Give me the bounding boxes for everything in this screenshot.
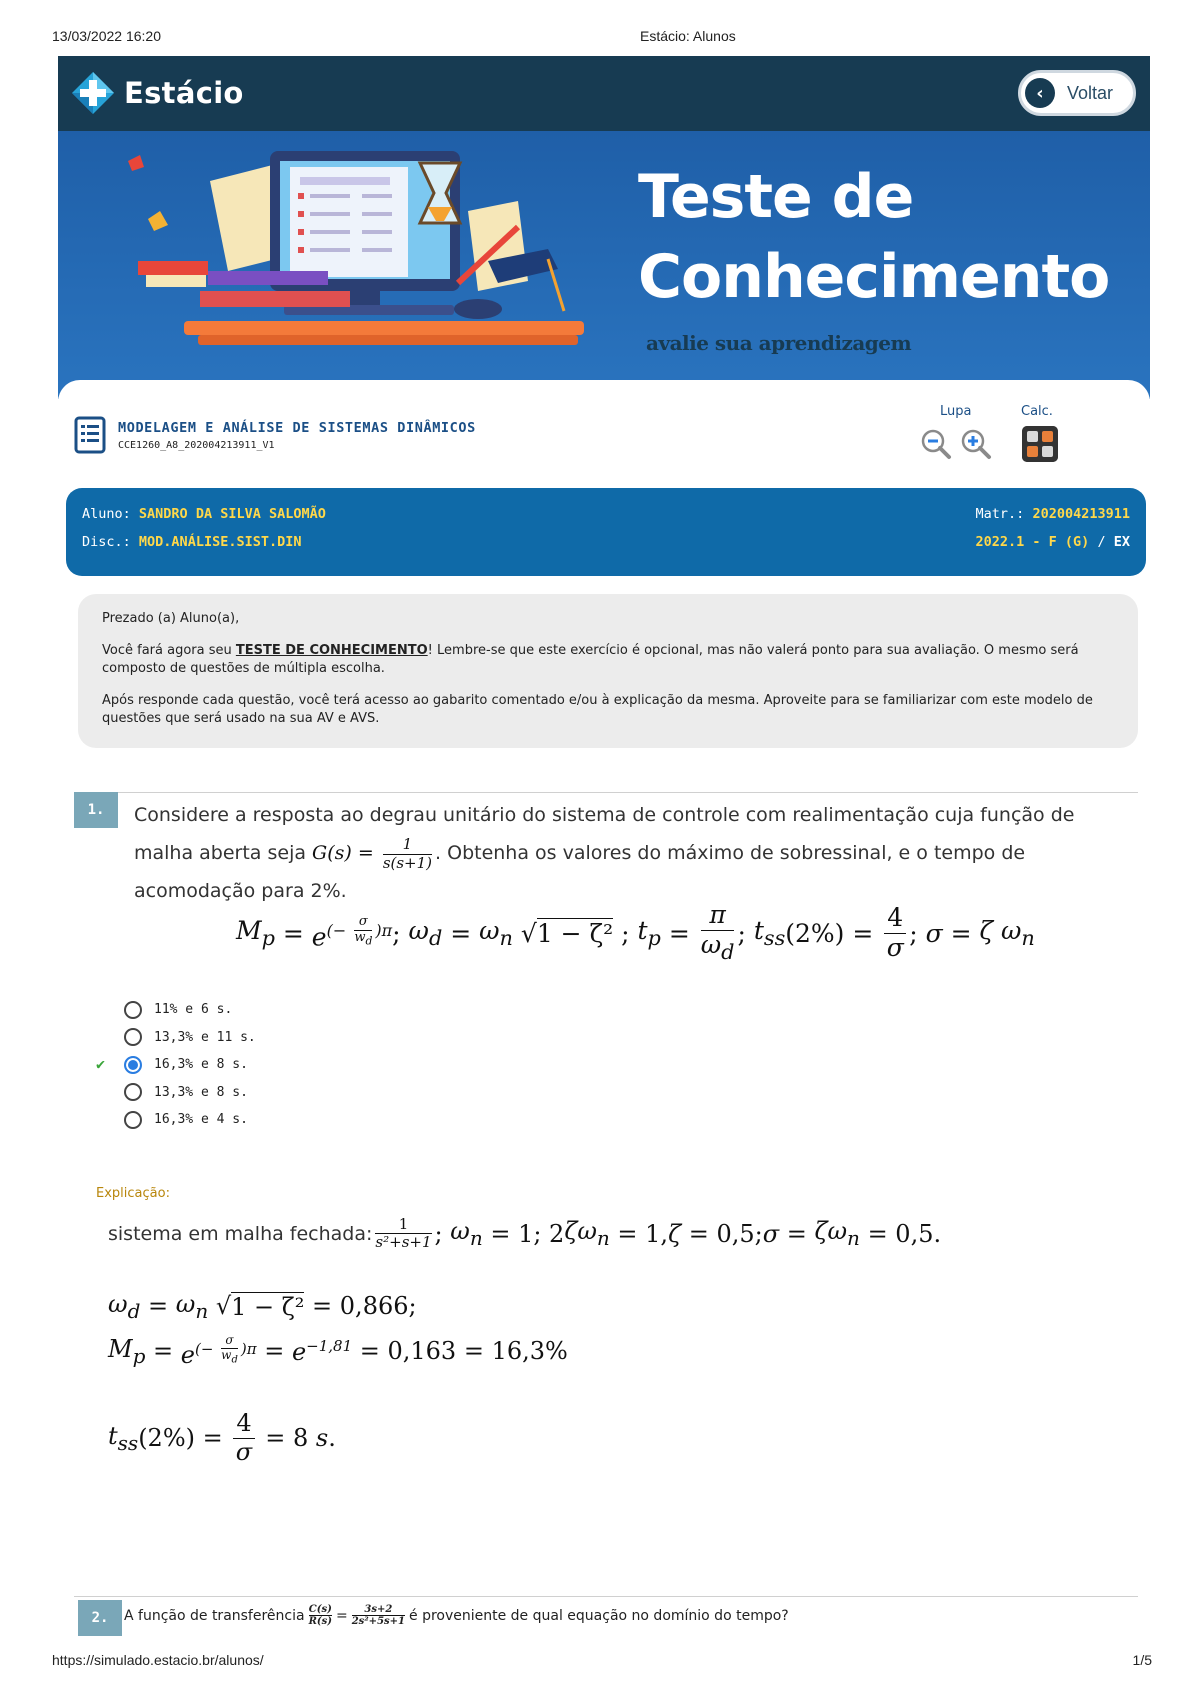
back-button-label: Voltar [1067, 82, 1114, 103]
q2-rhs-fraction: $\frac{3s+2}{\text{2s²+5s+1}}$ [351, 1604, 405, 1627]
hero-banner [58, 131, 1150, 399]
notice-p1-post: ! Lembre-se que este exercício é opcional, mas não valerá ponto para sua avaliação. O mesmo será composto de questões de múltipla escolha. [102, 643, 1079, 676]
student-info-bar [66, 488, 1146, 576]
estacio-logo[interactable] [70, 70, 244, 116]
radio-button[interactable] [124, 1111, 142, 1129]
period-group [976, 534, 1130, 550]
document-list-icon [74, 416, 106, 454]
disc-value: MOD.ANÁLISE.SIST.DIN [138, 534, 302, 550]
period-value: 2022.1 - F (G) [975, 534, 1090, 550]
banner-subtitle: avalie sua aprendizagem [646, 331, 912, 355]
explanation-line-2: $\omega_d$ = $\omega_n$ √ 1 − ζ² = 0,866; [108, 1290, 417, 1323]
course-code: CCE1260_A8_202004213911_V1 [118, 440, 275, 451]
logo-text: Estácio [124, 76, 244, 110]
print-title: Estácio: Alunos [640, 28, 736, 44]
notice-p1-pre: Você fará agora seu [102, 643, 236, 658]
disc-label: Disc.: [82, 534, 131, 550]
estacio-logo-icon [70, 70, 116, 116]
option-3[interactable] [96, 1051, 256, 1079]
matricula-group [976, 506, 1130, 522]
question-1-text-a: Considere a resposta ao degrau unitário do sistema de controle com realimentação cuja função de malha aberta seja [134, 804, 1075, 864]
lupa-label: Lupa [940, 404, 972, 419]
question-divider [74, 1596, 1138, 1597]
option-5[interactable] [124, 1106, 256, 1134]
print-url: https://simulado.estacio.br/alunos/ [52, 1652, 264, 1668]
option-label: 16,3% e 4 s. [154, 1112, 248, 1128]
aluno-label: Aluno: [82, 506, 131, 522]
question-2-text-b: é proveniente de qual equação no domínio do tempo? [409, 1607, 789, 1624]
period-separator: / [1097, 534, 1106, 550]
option-4[interactable] [124, 1079, 256, 1107]
back-button[interactable] [1018, 70, 1136, 116]
radio-button-selected[interactable] [124, 1056, 142, 1074]
check-icon: ✔ [96, 1055, 106, 1073]
calc-label: Calc. [1021, 404, 1053, 419]
question-1-text-b: . Obtenha os valores do máximo de sobressinal, e o tempo de acomodação para 2%. [134, 842, 1026, 902]
print-date: 13/03/2022 16:20 [52, 28, 161, 44]
print-page: 1/5 [1132, 1652, 1152, 1668]
option-1[interactable] [124, 996, 256, 1024]
study-illustration [88, 141, 608, 391]
question-number: 2. [78, 1600, 122, 1636]
notice-greeting: Prezado (a) Aluno(a), [102, 611, 240, 626]
radio-button[interactable] [124, 1083, 142, 1101]
q2-lhs-fraction: $\frac{C(s)}{R(s)}$ [308, 1604, 332, 1627]
student-name-group [82, 506, 326, 522]
matr-label: Matr.: [975, 506, 1025, 522]
answer-options [96, 996, 256, 1134]
radio-button[interactable] [124, 1028, 142, 1046]
banner-title [638, 157, 1109, 317]
notice-p1-strong: TESTE DE CONHECIMENTO [235, 643, 428, 658]
banner-title-line1: Teste de [638, 162, 914, 232]
aluno-name: SANDRO DA SILVA SALOMÃO [138, 506, 326, 522]
calculator-icon[interactable] [1022, 426, 1058, 462]
radio-button[interactable] [124, 1001, 142, 1019]
question-divider [74, 792, 1138, 793]
instructions-notice [78, 594, 1138, 748]
notice-paragraph-1 [102, 642, 1114, 678]
question-2-text [124, 1604, 789, 1627]
zoom-out-icon[interactable] [920, 428, 952, 460]
notice-paragraph-2: Após responde cada questão, você terá acesso ao gabarito comentado e/ou à explicação da mesma. Aproveite para se familiarizar com este modelo de questões que será usado na sua AV e AVS. [102, 693, 1093, 726]
discipline-group [82, 534, 301, 550]
zoom-in-icon[interactable] [960, 428, 992, 460]
option-label: 11% e 6 s. [154, 1002, 233, 1018]
transfer-function-formula: G(s) = $\frac{1}{s(s+1)}$ [312, 835, 433, 872]
option-label: 13,3% e 8 s. [154, 1084, 248, 1100]
option-label: 13,3% e 11 s. [154, 1029, 256, 1045]
top-bar [58, 56, 1150, 131]
question-1-text [134, 796, 1134, 910]
question-2-text-a: A função de transferência [124, 1607, 305, 1624]
course-name: MODELAGEM E ANÁLISE DE SISTEMAS DINÂMICOS [118, 420, 476, 436]
exam-type: EX [1113, 534, 1130, 550]
explanation-line-1: sistema em malha fechada: $\frac{1}{\text{s²+s+1}}$ ; $\omega_n$ = 1; 2 $\zeta\omega_n$ = 1, ζ = 0,5; σ = $\zeta\omega_n$ = 0,5. [108, 1215, 942, 1252]
tools [918, 404, 1068, 466]
option-2[interactable] [124, 1024, 256, 1052]
explanation-line-1-text: sistema em malha fechada: [108, 1222, 373, 1245]
banner-title-line2: Conhecimento [638, 242, 1110, 312]
given-formulas: $M_p$ = $e^{(- \frac{\sigma}{w_d} )\pi}$ ; $\omega_d$ = $\omega_n$ √ 1 − ζ² ; $t_p$ = $\frac{\pi}{\omega_d}$ ; $t_{ss}$ (2%) = $\frac{4}{\sigma}$ ; σ = ζ $\omega_n$ [236, 900, 1035, 964]
explanation-line-4: $t_{ss}$ (2%) = $\frac{4}{\sigma}$ = 8 s . [108, 1409, 336, 1466]
explanation-line-3: $M_p$ = $e^{(- \frac{\sigma}{w_d} )\pi}$ = $e^{-1,81}$ = 0,163 = 16,3% [108, 1333, 568, 1369]
print-header [52, 28, 1152, 46]
chevron-left-icon: ‹ [1025, 78, 1055, 108]
course-info [74, 416, 674, 458]
matr-value: 202004213911 [1032, 506, 1130, 522]
explanation-label: Explicação: [96, 1186, 170, 1201]
equals-sign: = [335, 1607, 348, 1624]
question-number: 1. [74, 792, 118, 828]
option-label: 16,3% e 8 s. [154, 1057, 248, 1073]
